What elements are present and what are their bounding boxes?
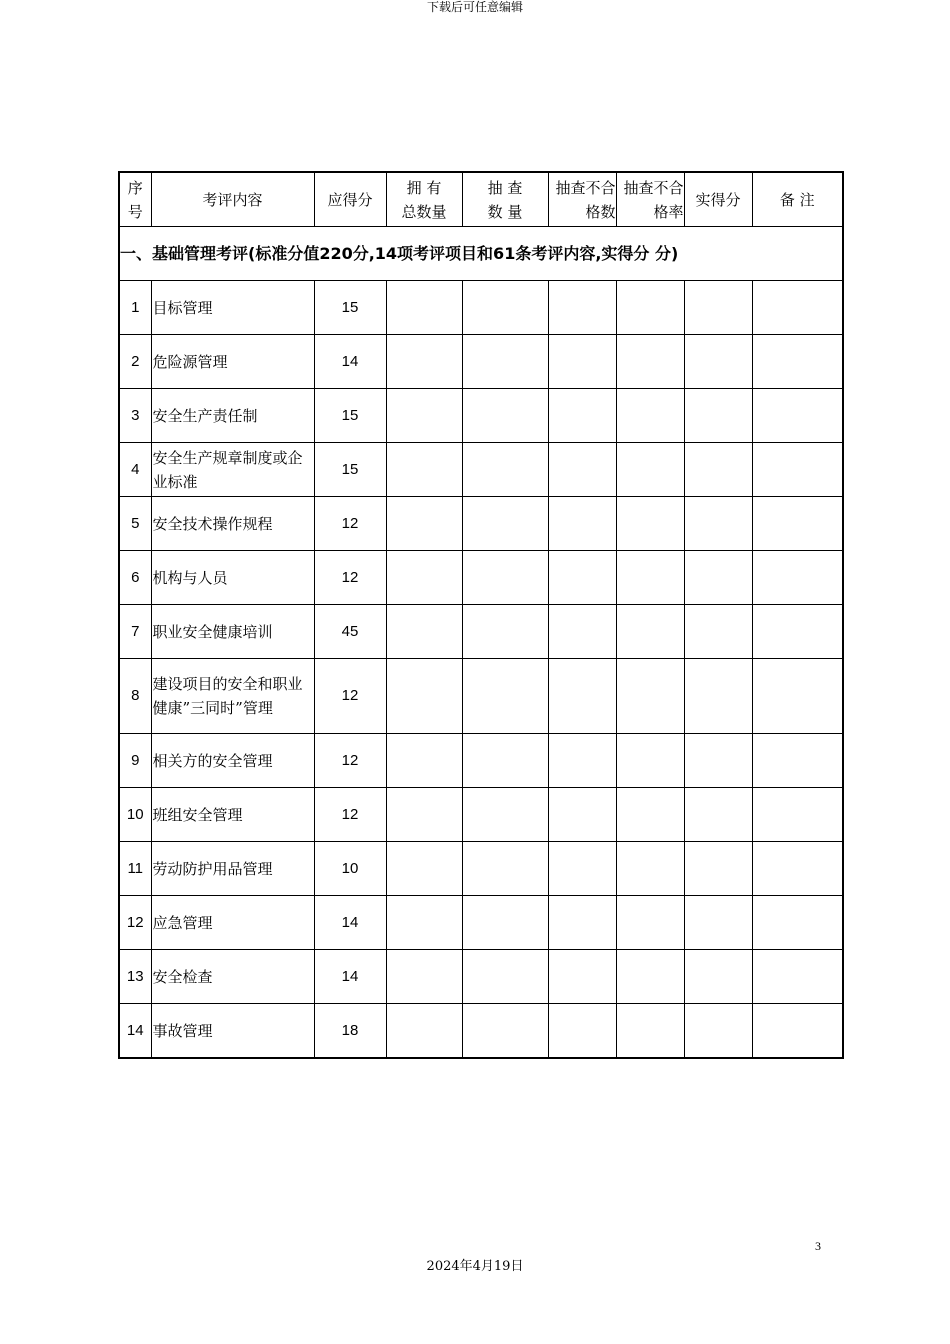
row-sample-quantity xyxy=(462,734,548,788)
section-title: 一、基础管理考评(标准分值220分,14项考评项目和61条考评内容,实得分 分) xyxy=(119,227,843,281)
row-content: 安全技术操作规程 xyxy=(151,497,314,551)
row-index: 3 xyxy=(119,389,151,443)
row-fail-rate xyxy=(616,896,684,950)
row-actual-score xyxy=(684,551,752,605)
row-total-quantity xyxy=(386,896,462,950)
row-fail-rate xyxy=(616,1004,684,1059)
row-actual-score xyxy=(684,950,752,1004)
row-actual-score xyxy=(684,335,752,389)
row-actual-score xyxy=(684,443,752,497)
row-content: 相关方的安全管理 xyxy=(151,734,314,788)
row-content: 目标管理 xyxy=(151,281,314,335)
row-fail-rate xyxy=(616,335,684,389)
header-sample-quantity: 抽 查 数 量 xyxy=(462,172,548,227)
header-fail-count: 抽查不合 格数 xyxy=(548,172,616,227)
row-expected-score: 12 xyxy=(314,788,386,842)
row-total-quantity xyxy=(386,1004,462,1059)
row-content: 劳动防护用品管理 xyxy=(151,842,314,896)
row-fail-count xyxy=(548,950,616,1004)
row-fail-count xyxy=(548,551,616,605)
row-fail-rate xyxy=(616,443,684,497)
row-actual-score xyxy=(684,842,752,896)
row-remarks xyxy=(752,497,843,551)
row-expected-score: 45 xyxy=(314,605,386,659)
table-header-row xyxy=(119,172,843,227)
row-expected-score: 14 xyxy=(314,335,386,389)
row-sample-quantity xyxy=(462,659,548,734)
table-row xyxy=(119,335,843,389)
row-expected-score: 15 xyxy=(314,281,386,335)
table-row xyxy=(119,281,843,335)
row-content: 班组安全管理 xyxy=(151,788,314,842)
row-fail-count xyxy=(548,788,616,842)
row-fail-rate xyxy=(616,281,684,335)
row-fail-rate xyxy=(616,659,684,734)
table-row xyxy=(119,896,843,950)
row-content: 安全检查 xyxy=(151,950,314,1004)
row-fail-count xyxy=(548,659,616,734)
row-fail-count xyxy=(548,335,616,389)
section-row xyxy=(119,227,843,281)
table-row xyxy=(119,950,843,1004)
row-actual-score xyxy=(684,896,752,950)
row-sample-quantity xyxy=(462,335,548,389)
row-sample-quantity xyxy=(462,788,548,842)
row-sample-quantity xyxy=(462,497,548,551)
row-fail-rate xyxy=(616,389,684,443)
header-note: 下载后可任意编辑 xyxy=(426,0,523,14)
page-number: 3 xyxy=(815,1239,821,1253)
row-total-quantity xyxy=(386,551,462,605)
table-row xyxy=(119,842,843,896)
header-content: 考评内容 xyxy=(151,172,314,227)
row-total-quantity xyxy=(386,605,462,659)
header-remarks: 备 注 xyxy=(752,172,843,227)
row-sample-quantity xyxy=(462,389,548,443)
row-total-quantity xyxy=(386,335,462,389)
row-total-quantity xyxy=(386,389,462,443)
row-remarks xyxy=(752,281,843,335)
header-total-quantity: 拥 有 总数量 xyxy=(386,172,462,227)
row-actual-score xyxy=(684,281,752,335)
evaluation-table xyxy=(118,171,844,1059)
row-fail-count xyxy=(548,443,616,497)
row-sample-quantity xyxy=(462,896,548,950)
row-content: 建设项目的安全和职业健康”三同时”管理 xyxy=(151,659,314,734)
row-total-quantity xyxy=(386,950,462,1004)
row-total-quantity xyxy=(386,443,462,497)
row-expected-score: 18 xyxy=(314,1004,386,1059)
header-expected-score: 应得分 xyxy=(314,172,386,227)
table-row xyxy=(119,734,843,788)
row-content: 危险源管理 xyxy=(151,335,314,389)
row-actual-score xyxy=(684,788,752,842)
row-index: 6 xyxy=(119,551,151,605)
row-remarks xyxy=(752,551,843,605)
row-remarks xyxy=(752,389,843,443)
row-remarks xyxy=(752,734,843,788)
row-total-quantity xyxy=(386,281,462,335)
table-row xyxy=(119,443,843,497)
row-remarks xyxy=(752,842,843,896)
footer-date: 2024年4月19日 xyxy=(426,1259,524,1274)
row-remarks xyxy=(752,1004,843,1059)
row-content: 安全生产责任制 xyxy=(151,389,314,443)
row-sample-quantity xyxy=(462,605,548,659)
row-actual-score xyxy=(684,659,752,734)
row-fail-rate xyxy=(616,734,684,788)
row-expected-score: 12 xyxy=(314,734,386,788)
row-sample-quantity xyxy=(462,281,548,335)
row-remarks xyxy=(752,335,843,389)
row-fail-rate xyxy=(616,605,684,659)
table-row xyxy=(119,659,843,734)
row-index: 10 xyxy=(119,788,151,842)
row-actual-score xyxy=(684,1004,752,1059)
row-index: 5 xyxy=(119,497,151,551)
table-row xyxy=(119,497,843,551)
header-fail-rate: 抽查不合 格率 xyxy=(616,172,684,227)
row-content: 职业安全健康培训 xyxy=(151,605,314,659)
row-fail-rate xyxy=(616,788,684,842)
row-expected-score: 12 xyxy=(314,551,386,605)
row-fail-count xyxy=(548,734,616,788)
row-sample-quantity xyxy=(462,950,548,1004)
row-actual-score xyxy=(684,497,752,551)
row-remarks xyxy=(752,950,843,1004)
row-fail-count xyxy=(548,896,616,950)
row-sample-quantity xyxy=(462,551,548,605)
row-fail-count xyxy=(548,389,616,443)
table-row xyxy=(119,551,843,605)
row-expected-score: 14 xyxy=(314,950,386,1004)
row-content: 机构与人员 xyxy=(151,551,314,605)
row-index: 9 xyxy=(119,734,151,788)
row-fail-count xyxy=(548,497,616,551)
row-expected-score: 14 xyxy=(314,896,386,950)
row-content: 安全生产规章制度或企业标准 xyxy=(151,443,314,497)
row-index: 4 xyxy=(119,443,151,497)
table-row xyxy=(119,788,843,842)
row-index: 13 xyxy=(119,950,151,1004)
row-actual-score xyxy=(684,734,752,788)
row-total-quantity xyxy=(386,497,462,551)
row-expected-score: 12 xyxy=(314,659,386,734)
row-expected-score: 10 xyxy=(314,842,386,896)
row-fail-count xyxy=(548,605,616,659)
row-fail-count xyxy=(548,1004,616,1059)
row-index: 8 xyxy=(119,659,151,734)
row-index: 11 xyxy=(119,842,151,896)
header-index: 序 号 xyxy=(119,172,151,227)
row-content: 事故管理 xyxy=(151,1004,314,1059)
row-fail-rate xyxy=(616,842,684,896)
row-remarks xyxy=(752,896,843,950)
row-remarks xyxy=(752,788,843,842)
row-fail-rate xyxy=(616,551,684,605)
row-remarks xyxy=(752,659,843,734)
row-total-quantity xyxy=(386,734,462,788)
row-sample-quantity xyxy=(462,1004,548,1059)
table-row xyxy=(119,1004,843,1059)
row-total-quantity xyxy=(386,842,462,896)
row-index: 2 xyxy=(119,335,151,389)
row-index: 1 xyxy=(119,281,151,335)
row-sample-quantity xyxy=(462,443,548,497)
row-expected-score: 12 xyxy=(314,497,386,551)
header-actual-score: 实得分 xyxy=(684,172,752,227)
row-fail-count xyxy=(548,281,616,335)
row-fail-rate xyxy=(616,950,684,1004)
row-total-quantity xyxy=(386,659,462,734)
row-index: 12 xyxy=(119,896,151,950)
row-sample-quantity xyxy=(462,842,548,896)
row-fail-rate xyxy=(616,497,684,551)
row-index: 14 xyxy=(119,1004,151,1059)
row-content: 应急管理 xyxy=(151,896,314,950)
row-expected-score: 15 xyxy=(314,443,386,497)
row-actual-score xyxy=(684,389,752,443)
row-index: 7 xyxy=(119,605,151,659)
row-remarks xyxy=(752,443,843,497)
row-remarks xyxy=(752,605,843,659)
table-row xyxy=(119,389,843,443)
table-row xyxy=(119,605,843,659)
row-fail-count xyxy=(548,842,616,896)
row-total-quantity xyxy=(386,788,462,842)
row-expected-score: 15 xyxy=(314,389,386,443)
row-actual-score xyxy=(684,605,752,659)
